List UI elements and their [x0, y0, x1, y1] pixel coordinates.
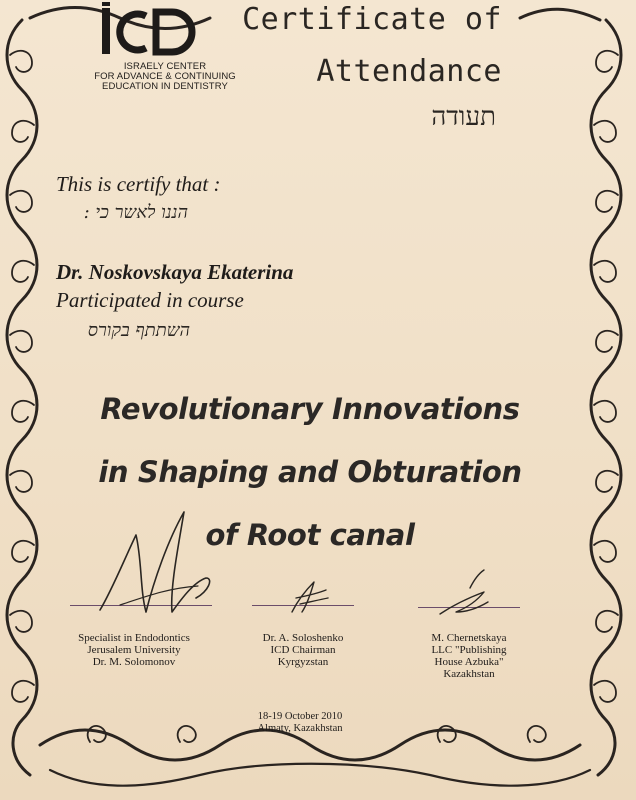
signatory-1-line-1: Specialist in Endodontics [78, 632, 190, 644]
event-dates: 18-19 October 2010 [257, 711, 343, 722]
signatory-1-line-3: Dr. M. Solomonov [92, 656, 176, 668]
participated-text: Participated in course [56, 288, 244, 312]
signatory-3 [396, 632, 542, 680]
certify-text-hebrew: הננו לאשר כי : [83, 202, 188, 223]
course-title-line-2: in Shaping and Obturation [98, 455, 522, 489]
logo-text-line-3: EDUCATION IN DENTISTRY [102, 81, 228, 92]
icd-logo [80, 0, 250, 100]
recipient-name: Dr. Noskovskaya Ekaterina [56, 260, 294, 284]
signatory-3-line-2: LLC "Publishing [431, 644, 507, 656]
course-title-line-3: of Root canal [205, 518, 415, 552]
signatory-2 [230, 632, 376, 668]
signatory-2-line-1: Dr. A. Soloshenko [262, 632, 344, 644]
signatory-3-line-3: House Azbuka" [434, 656, 504, 668]
signatory-3-line-4: Kazakhstan [443, 668, 495, 680]
certificate-title-line-1: Certificate of [242, 2, 502, 37]
signatory-2-line-3: Kyrgyzstan [277, 656, 329, 668]
certificate-title-hebrew: תעודה [431, 102, 496, 132]
signatory-1-line-2: Jerusalem University [87, 644, 181, 656]
signatory-3-line-1: M. Chernetskaya [431, 632, 507, 644]
course-title-line-1: Revolutionary Innovations [100, 392, 520, 426]
participated-text-hebrew: השתתף בקורס [87, 320, 190, 341]
signatory-2-line-2: ICD Chairman [270, 644, 336, 656]
certify-text: This is certify that : [56, 172, 221, 196]
certificate-title-line-2: Attendance [316, 54, 502, 89]
logo-text-line-2: FOR ADVANCE & CONTINUING [94, 71, 236, 82]
logo-text-line-1: ISRAELY CENTER [123, 61, 207, 72]
signatory-1 [54, 632, 214, 668]
event-place: Almaty, Kazakhstan [257, 723, 343, 734]
icd-logo-mark [94, 2, 204, 60]
signature-line-3 [418, 607, 520, 608]
signature-line-1 [70, 605, 212, 606]
signature-line-2 [252, 605, 354, 606]
